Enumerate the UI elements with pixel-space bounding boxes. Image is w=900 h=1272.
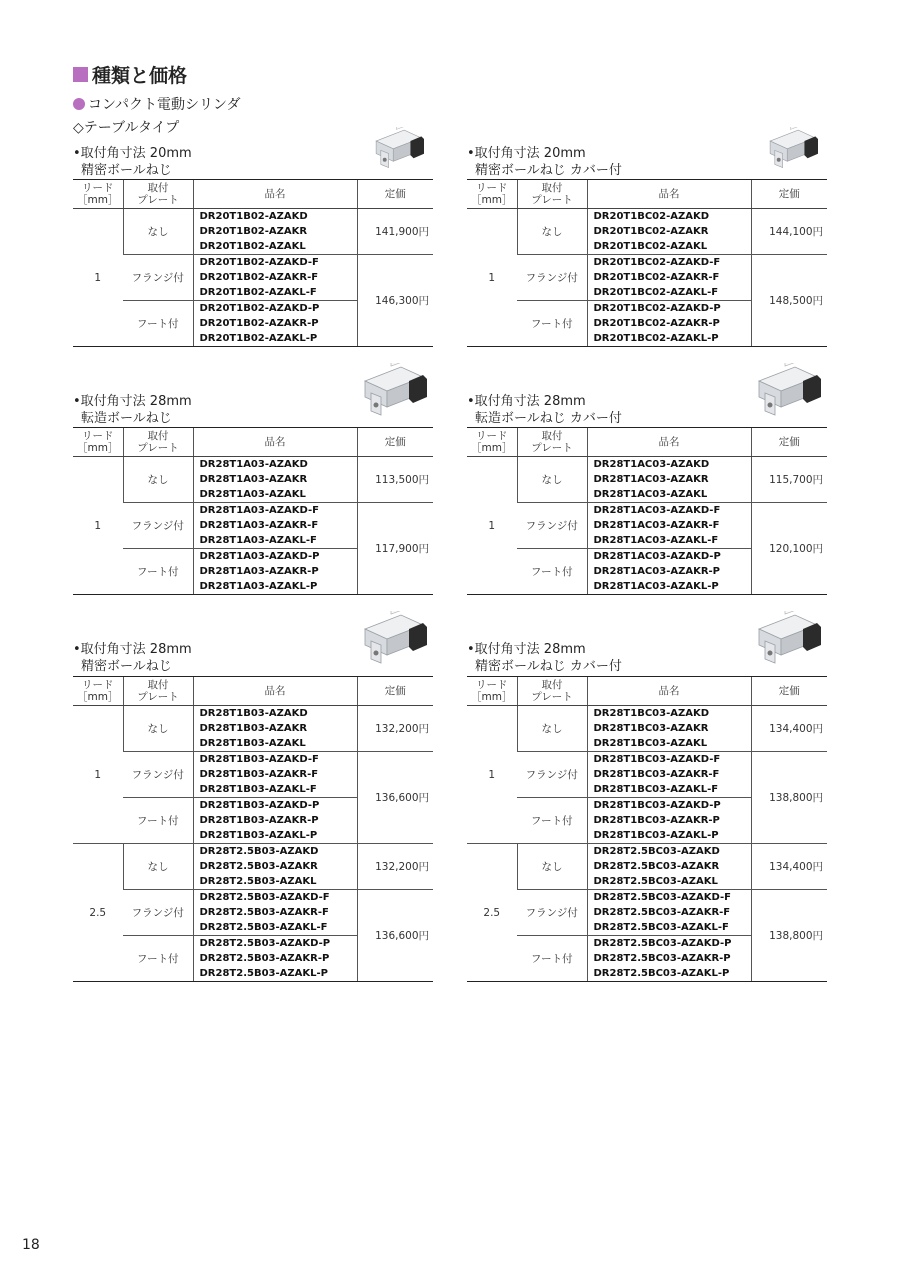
model-number: DR28T1BC03-AZAKR-P bbox=[593, 815, 720, 826]
product-image bbox=[755, 611, 821, 661]
block-heading-size: •取付角寸法 28mm bbox=[73, 394, 192, 409]
header-plate-line1: 取付 bbox=[541, 679, 563, 691]
plate-cell: フランジ付 bbox=[517, 890, 587, 936]
header-lead bbox=[467, 428, 517, 457]
model-number: DR28T1A03-AZAKL-P bbox=[199, 581, 318, 592]
model-number: DR20T1B02-AZAKD-P bbox=[199, 303, 320, 314]
model-cell bbox=[193, 844, 357, 890]
plate-cell: なし bbox=[517, 706, 587, 752]
model-cell bbox=[587, 209, 751, 255]
header-lead-label: リード bbox=[476, 182, 508, 194]
model-number: DR20T1BC02-AZAKL-P bbox=[593, 333, 719, 344]
model-number: DR28T1BC03-AZAKD-F bbox=[593, 754, 721, 765]
table-row bbox=[73, 255, 433, 301]
model-number: DR28T1A03-AZAKR bbox=[199, 474, 308, 485]
plate-cell: なし bbox=[123, 209, 193, 255]
model-cell bbox=[587, 503, 751, 549]
plate-cell: フート付 bbox=[123, 936, 193, 982]
plate-cell: なし bbox=[517, 457, 587, 503]
model-number: DR28T1BC03-AZAKR-F bbox=[593, 769, 720, 780]
model-cell bbox=[587, 255, 751, 301]
header-lead-unit: ［mm］ bbox=[471, 691, 513, 703]
header-plate-line1: 取付 bbox=[147, 182, 169, 194]
price-cell: 132,200円 bbox=[357, 706, 433, 752]
model-cell bbox=[193, 798, 357, 844]
model-number: DR28T1AC03-AZAKL-F bbox=[593, 535, 719, 546]
header-plate-line2: プレート bbox=[531, 194, 573, 206]
product-image bbox=[755, 363, 821, 413]
model-cell bbox=[193, 503, 357, 549]
header-lead bbox=[467, 180, 517, 209]
model-number: DR28T1BC03-AZAKL-F bbox=[593, 784, 719, 795]
model-number: DR28T2.5BC03-AZAKD bbox=[593, 846, 720, 857]
header-lead bbox=[73, 428, 123, 457]
plate-cell: フランジ付 bbox=[123, 255, 193, 301]
model-number: DR28T2.5BC03-AZAKL-P bbox=[593, 968, 730, 979]
model-number: DR28T2.5B03-AZAKL-P bbox=[199, 968, 328, 979]
header-plate-line1: 取付 bbox=[541, 182, 563, 194]
plate-cell: なし bbox=[123, 844, 193, 890]
plate-cell: フランジ付 bbox=[517, 255, 587, 301]
table-row bbox=[73, 706, 433, 752]
price-cell: 138,800円 bbox=[751, 890, 827, 982]
model-number: DR28T1BC03-AZAKL-P bbox=[593, 830, 719, 841]
model-cell bbox=[587, 549, 751, 595]
model-cell bbox=[587, 457, 751, 503]
model-cell bbox=[193, 457, 357, 503]
model-cell bbox=[587, 798, 751, 844]
circle-bullet-icon bbox=[73, 98, 85, 110]
block-heading-screw: 精密ボールねじ カバー付 bbox=[475, 163, 622, 178]
block-heading-size: •取付角寸法 28mm bbox=[73, 642, 192, 657]
header-price: 定価 bbox=[751, 428, 827, 457]
header-model: 品名 bbox=[193, 677, 357, 706]
table-row bbox=[73, 209, 433, 255]
model-number: DR28T1AC03-AZAKL-P bbox=[593, 581, 719, 592]
table-row bbox=[467, 209, 827, 255]
header-lead bbox=[73, 677, 123, 706]
lead-cell: 1 bbox=[467, 706, 517, 844]
model-cell bbox=[587, 844, 751, 890]
header-lead-label: リード bbox=[476, 430, 508, 442]
header-lead-unit: ［mm］ bbox=[77, 194, 119, 206]
header-model: 品名 bbox=[193, 180, 357, 209]
header-plate bbox=[517, 180, 587, 209]
model-cell bbox=[193, 706, 357, 752]
plate-cell: なし bbox=[123, 706, 193, 752]
model-number: DR28T1A03-AZAKL-F bbox=[199, 535, 317, 546]
model-number: DR28T1B03-AZAKL-F bbox=[199, 784, 317, 795]
header-model: 品名 bbox=[587, 180, 751, 209]
type-label: ◇テーブルタイプ bbox=[73, 120, 180, 136]
price-cell: 132,200円 bbox=[357, 844, 433, 890]
model-number: DR28T2.5B03-AZAKL bbox=[199, 876, 317, 887]
model-cell bbox=[193, 549, 357, 595]
plate-cell: フート付 bbox=[123, 301, 193, 347]
plate-cell: フート付 bbox=[517, 936, 587, 982]
table-row bbox=[467, 255, 827, 301]
plate-cell: なし bbox=[517, 844, 587, 890]
square-bullet-icon bbox=[73, 67, 88, 82]
block-heading-screw: 精密ボールねじ カバー付 bbox=[475, 659, 622, 674]
model-number: DR28T1B03-AZAKL-P bbox=[199, 830, 318, 841]
model-number: DR28T2.5B03-AZAKD-P bbox=[199, 938, 331, 949]
header-price: 定価 bbox=[357, 180, 433, 209]
model-number: DR28T1AC03-AZAKD-F bbox=[593, 505, 721, 516]
price-table bbox=[467, 179, 827, 347]
header-lead bbox=[73, 180, 123, 209]
header-model: 品名 bbox=[587, 428, 751, 457]
model-number: DR28T1A03-AZAKR-F bbox=[199, 520, 319, 531]
model-number: DR28T1AC03-AZAKD bbox=[593, 459, 710, 470]
block-heading bbox=[73, 393, 192, 427]
plate-cell: フランジ付 bbox=[123, 752, 193, 798]
price-cell: 141,900円 bbox=[357, 209, 433, 255]
model-number: DR28T1B03-AZAKD-F bbox=[199, 754, 319, 765]
plate-cell: フート付 bbox=[517, 798, 587, 844]
price-table bbox=[73, 676, 433, 982]
plate-cell: フランジ付 bbox=[123, 503, 193, 549]
block-heading-size: •取付角寸法 20mm bbox=[467, 146, 586, 161]
header-lead-unit: ［mm］ bbox=[77, 691, 119, 703]
header-lead-label: リード bbox=[82, 430, 114, 442]
price-table bbox=[467, 427, 827, 595]
table-row bbox=[73, 457, 433, 503]
price-cell: 138,800円 bbox=[751, 752, 827, 844]
plate-cell: フート付 bbox=[517, 301, 587, 347]
table-row bbox=[73, 890, 433, 936]
table-row bbox=[467, 844, 827, 890]
header-plate-line2: プレート bbox=[531, 691, 573, 703]
model-number: DR20T1BC02-AZAKL bbox=[593, 241, 708, 252]
price-table bbox=[73, 179, 433, 347]
header-lead-label: リード bbox=[82, 182, 114, 194]
header-plate bbox=[517, 428, 587, 457]
model-number: DR28T1A03-AZAKD-F bbox=[199, 505, 319, 516]
price-cell: 146,300円 bbox=[357, 255, 433, 347]
model-cell bbox=[587, 706, 751, 752]
header-price: 定価 bbox=[751, 677, 827, 706]
model-number: DR28T1AC03-AZAKR bbox=[593, 474, 709, 485]
table-header-row bbox=[73, 428, 433, 457]
model-cell bbox=[193, 890, 357, 936]
header-plate-line2: プレート bbox=[531, 442, 573, 454]
block-heading-screw: 精密ボールねじ bbox=[81, 659, 172, 674]
plate-cell: フート付 bbox=[123, 549, 193, 595]
model-number: DR20T1B02-AZAKR bbox=[199, 226, 308, 237]
model-number: DR28T1BC03-AZAKD-P bbox=[593, 800, 721, 811]
model-number: DR28T1AC03-AZAKR-F bbox=[593, 520, 720, 531]
section-title bbox=[73, 61, 187, 88]
price-cell: 117,900円 bbox=[357, 503, 433, 595]
model-number: DR28T1A03-AZAKL bbox=[199, 489, 306, 500]
header-plate-line2: プレート bbox=[137, 442, 179, 454]
model-cell bbox=[587, 752, 751, 798]
model-cell bbox=[193, 255, 357, 301]
price-cell: 120,100円 bbox=[751, 503, 827, 595]
model-number: DR28T1B03-AZAKR bbox=[199, 723, 308, 734]
header-lead-unit: ［mm］ bbox=[471, 194, 513, 206]
model-number: DR28T1AC03-AZAKL bbox=[593, 489, 708, 500]
header-plate-line1: 取付 bbox=[541, 430, 563, 442]
table-header-row bbox=[467, 428, 827, 457]
model-number: DR20T1BC02-AZAKD-P bbox=[593, 303, 721, 314]
product-image bbox=[767, 127, 833, 177]
product-subtitle-text: コンパクト電動シリンダ bbox=[88, 97, 241, 113]
model-cell bbox=[193, 936, 357, 982]
plate-cell: なし bbox=[123, 457, 193, 503]
block-heading-screw: 転造ボールねじ カバー付 bbox=[475, 411, 622, 426]
model-number: DR28T1B03-AZAKR-F bbox=[199, 769, 319, 780]
price-cell: 144,100円 bbox=[751, 209, 827, 255]
model-number: DR20T1BC02-AZAKL-F bbox=[593, 287, 719, 298]
header-model: 品名 bbox=[193, 428, 357, 457]
model-number: DR28T1B03-AZAKR-P bbox=[199, 815, 319, 826]
block-heading bbox=[467, 393, 622, 427]
lead-cell: 1 bbox=[73, 457, 123, 595]
lead-cell: 1 bbox=[467, 209, 517, 347]
model-number: DR20T1B02-AZAKR-P bbox=[199, 318, 319, 329]
model-number: DR28T2.5BC03-AZAKL-F bbox=[593, 922, 729, 933]
model-number: DR28T1B03-AZAKD bbox=[199, 708, 308, 719]
plate-cell: なし bbox=[517, 209, 587, 255]
model-number: DR28T2.5BC03-AZAKD-F bbox=[593, 892, 731, 903]
model-number: DR20T1B02-AZAKD bbox=[199, 211, 308, 222]
block-heading-screw: 転造ボールねじ bbox=[81, 411, 172, 426]
product-image bbox=[373, 127, 439, 177]
header-lead-label: リード bbox=[82, 679, 114, 691]
header-plate bbox=[123, 428, 193, 457]
model-number: DR20T1B02-AZAKL bbox=[199, 241, 306, 252]
section-title-text: 種類と価格 bbox=[92, 65, 188, 87]
model-cell bbox=[587, 890, 751, 936]
table-row bbox=[467, 890, 827, 936]
model-cell bbox=[587, 301, 751, 347]
header-lead-label: リード bbox=[476, 679, 508, 691]
table-header-row bbox=[73, 180, 433, 209]
model-number: DR28T2.5BC03-AZAKR-F bbox=[593, 907, 731, 918]
block-heading bbox=[467, 641, 622, 675]
model-number: DR20T1BC02-AZAKD bbox=[593, 211, 710, 222]
header-price: 定価 bbox=[357, 677, 433, 706]
model-number: DR28T1B03-AZAKD-P bbox=[199, 800, 320, 811]
price-cell: 134,400円 bbox=[751, 844, 827, 890]
price-cell: 113,500円 bbox=[357, 457, 433, 503]
price-cell: 134,400円 bbox=[751, 706, 827, 752]
model-number: DR28T2.5BC03-AZAKR-P bbox=[593, 953, 731, 964]
model-number: DR28T1BC03-AZAKR bbox=[593, 723, 709, 734]
model-number: DR28T2.5BC03-AZAKR bbox=[593, 861, 720, 872]
plate-cell: フート付 bbox=[123, 798, 193, 844]
page-number: 18 bbox=[22, 1237, 40, 1253]
model-number: DR20T1B02-AZAKR-F bbox=[199, 272, 319, 283]
lead-cell: 1 bbox=[73, 209, 123, 347]
model-number: DR28T1A03-AZAKR-P bbox=[199, 566, 319, 577]
model-number: DR28T2.5B03-AZAKR-P bbox=[199, 953, 330, 964]
plate-cell: フランジ付 bbox=[123, 890, 193, 936]
plate-cell: フランジ付 bbox=[517, 503, 587, 549]
header-lead-unit: ［mm］ bbox=[77, 442, 119, 454]
model-cell bbox=[193, 752, 357, 798]
price-cell: 136,600円 bbox=[357, 752, 433, 844]
lead-cell: 2.5 bbox=[467, 844, 517, 982]
table-header-row bbox=[467, 180, 827, 209]
price-cell: 136,600円 bbox=[357, 890, 433, 982]
lead-cell: 2.5 bbox=[73, 844, 123, 982]
price-cell: 148,500円 bbox=[751, 255, 827, 347]
model-number: DR28T1A03-AZAKD bbox=[199, 459, 308, 470]
model-number: DR28T1BC03-AZAKD bbox=[593, 708, 710, 719]
model-number: DR28T2.5B03-AZAKL-F bbox=[199, 922, 328, 933]
table-row bbox=[467, 457, 827, 503]
header-price: 定価 bbox=[751, 180, 827, 209]
model-cell bbox=[193, 209, 357, 255]
product-image bbox=[361, 611, 427, 661]
model-number: DR28T2.5B03-AZAKD-F bbox=[199, 892, 330, 903]
model-number: DR20T1B02-AZAKL-P bbox=[199, 333, 318, 344]
product-image bbox=[361, 363, 427, 413]
block-heading-screw: 精密ボールねじ bbox=[81, 163, 172, 178]
header-plate-line1: 取付 bbox=[147, 430, 169, 442]
model-number: DR28T1B03-AZAKL bbox=[199, 738, 306, 749]
model-number: DR20T1BC02-AZAKR-F bbox=[593, 272, 720, 283]
model-number: DR28T1AC03-AZAKR-P bbox=[593, 566, 720, 577]
price-table bbox=[467, 676, 827, 982]
table-row bbox=[467, 752, 827, 798]
block-heading bbox=[73, 145, 192, 179]
model-number: DR20T1BC02-AZAKR-P bbox=[593, 318, 720, 329]
price-table bbox=[73, 427, 433, 595]
table-row bbox=[73, 752, 433, 798]
block-heading bbox=[467, 145, 622, 179]
model-number: DR20T1BC02-AZAKR bbox=[593, 226, 709, 237]
lead-cell: 1 bbox=[467, 457, 517, 595]
table-row bbox=[467, 503, 827, 549]
header-plate-line2: プレート bbox=[137, 194, 179, 206]
model-number: DR20T1B02-AZAKD-F bbox=[199, 257, 319, 268]
model-number: DR28T1A03-AZAKD-P bbox=[199, 551, 320, 562]
block-heading-size: •取付角寸法 20mm bbox=[73, 146, 192, 161]
block-heading bbox=[73, 641, 192, 675]
model-number: DR28T2.5B03-AZAKR-F bbox=[199, 907, 329, 918]
model-cell bbox=[193, 301, 357, 347]
block-heading-size: •取付角寸法 28mm bbox=[467, 642, 586, 657]
model-number: DR28T1BC03-AZAKL bbox=[593, 738, 708, 749]
header-plate-line2: プレート bbox=[137, 691, 179, 703]
model-number: DR28T2.5B03-AZAKR bbox=[199, 861, 318, 872]
table-header-row bbox=[73, 677, 433, 706]
price-cell: 115,700円 bbox=[751, 457, 827, 503]
table-header-row bbox=[467, 677, 827, 706]
header-lead bbox=[467, 677, 517, 706]
header-lead-unit: ［mm］ bbox=[471, 442, 513, 454]
table-row bbox=[467, 706, 827, 752]
plate-cell: フート付 bbox=[517, 549, 587, 595]
product-subtitle bbox=[73, 94, 240, 114]
model-number: DR28T2.5BC03-AZAKL bbox=[593, 876, 718, 887]
header-price: 定価 bbox=[357, 428, 433, 457]
table-row bbox=[73, 503, 433, 549]
model-number: DR20T1B02-AZAKL-F bbox=[199, 287, 317, 298]
header-model: 品名 bbox=[587, 677, 751, 706]
header-plate bbox=[517, 677, 587, 706]
model-number: DR20T1BC02-AZAKD-F bbox=[593, 257, 721, 268]
model-number: DR28T1AC03-AZAKD-P bbox=[593, 551, 721, 562]
model-number: DR28T2.5BC03-AZAKD-P bbox=[593, 938, 732, 949]
header-plate bbox=[123, 677, 193, 706]
header-plate-line1: 取付 bbox=[147, 679, 169, 691]
lead-cell: 1 bbox=[73, 706, 123, 844]
plate-cell: フランジ付 bbox=[517, 752, 587, 798]
model-cell bbox=[587, 936, 751, 982]
block-heading-size: •取付角寸法 28mm bbox=[467, 394, 586, 409]
model-number: DR28T2.5B03-AZAKD bbox=[199, 846, 319, 857]
table-row bbox=[73, 844, 433, 890]
header-plate bbox=[123, 180, 193, 209]
